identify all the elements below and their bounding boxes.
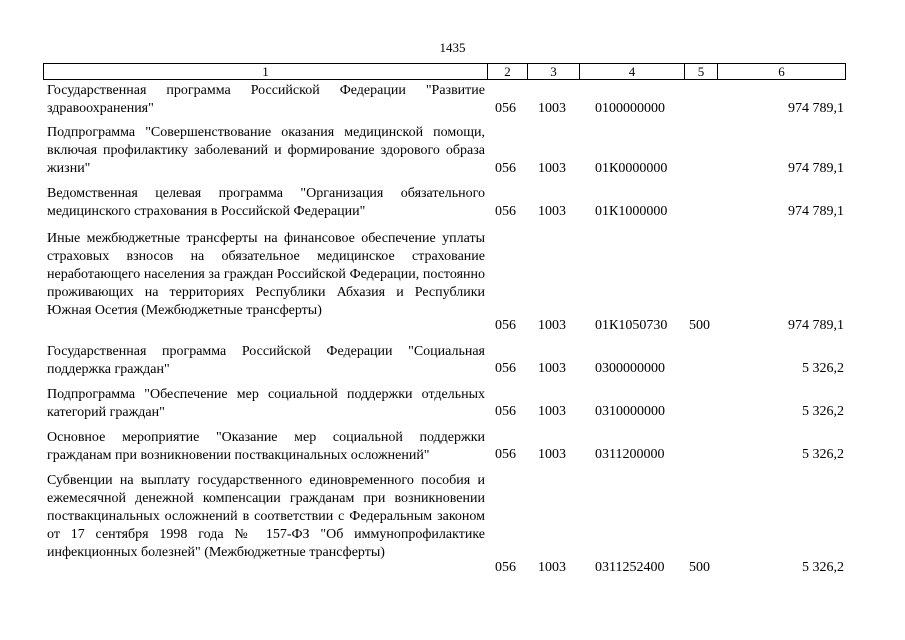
row-col-2: 056 bbox=[495, 101, 516, 116]
row-col-6: 5 326,2 bbox=[802, 361, 844, 376]
header-col-1: 1 bbox=[43, 63, 487, 80]
table-row bbox=[47, 472, 847, 577]
row-col-4: 01К1050730 bbox=[595, 318, 668, 333]
row-col-2: 056 bbox=[495, 361, 516, 376]
header-col-4: 4 bbox=[579, 63, 684, 80]
row-col-4: 0100000000 bbox=[595, 101, 665, 116]
header-col-5: 5 bbox=[684, 63, 717, 80]
row-col-6: 5 326,2 bbox=[802, 447, 844, 462]
row-col-3: 1003 bbox=[538, 447, 566, 462]
row-description: Субвенции на выплату государственного единовременного пособия и ежемесячной денежной компенсации гражданам при возникновении поствакцинальных осложнений в соответствии с Федеральным законом от 17 сентября 1998 года № 157-ФЗ "Об иммунопрофилактике инфекционных болезней" (Межбюджетные трансферты) bbox=[47, 473, 485, 560]
row-col-3: 1003 bbox=[538, 404, 566, 419]
row-col-3: 1003 bbox=[538, 161, 566, 176]
row-description: Основное мероприятие "Оказание мер социальной поддержки гражданам при возникновении поствакцинальных осложнений" bbox=[47, 430, 485, 463]
row-col-6: 974 789,1 bbox=[788, 204, 844, 219]
row-col-6: 974 789,1 bbox=[788, 318, 844, 333]
table-row bbox=[47, 429, 847, 464]
row-col-3: 1003 bbox=[538, 361, 566, 376]
row-description: Иные межбюджетные трансферты на финансовое обеспечение уплаты страховых взносов на обязательное медицинское страхование неработающего населения за граждан Российской Федерации, постоянно проживающих на территориях Республики Абхазия и Республики Южная Осетия (Межбюджетные трансферты) bbox=[47, 231, 485, 318]
row-col-6: 5 326,2 bbox=[802, 560, 844, 575]
table-row bbox=[47, 343, 847, 378]
row-col-5: 500 bbox=[689, 318, 710, 333]
row-col-4: 01К1000000 bbox=[595, 204, 668, 219]
row-col-4: 0311200000 bbox=[595, 447, 665, 462]
table-row bbox=[47, 82, 847, 118]
row-col-6: 5 326,2 bbox=[802, 404, 844, 419]
header-col-2: 2 bbox=[487, 63, 527, 80]
table-row bbox=[47, 185, 847, 221]
row-col-3: 1003 bbox=[538, 101, 566, 116]
row-col-6: 974 789,1 bbox=[788, 161, 844, 176]
row-col-3: 1003 bbox=[538, 318, 566, 333]
row-col-4: 0311252400 bbox=[595, 560, 665, 575]
row-col-4: 0300000000 bbox=[595, 361, 665, 376]
row-col-6: 974 789,1 bbox=[788, 101, 844, 116]
row-col-2: 056 bbox=[495, 447, 516, 462]
page-number: 1435 bbox=[439, 40, 466, 55]
row-col-4: 0310000000 bbox=[595, 404, 665, 419]
table-row bbox=[47, 124, 847, 178]
header-col-6: 6 bbox=[717, 63, 846, 80]
row-col-3: 1003 bbox=[538, 560, 566, 575]
header-col-3: 3 bbox=[527, 63, 579, 80]
row-col-2: 056 bbox=[495, 318, 516, 333]
row-col-2: 056 bbox=[495, 161, 516, 176]
row-description: Подпрограмма "Совершенствование оказания медицинской помощи, включая профилактику заболеваний и формирование здорового образа жизни" bbox=[47, 125, 485, 176]
row-description: Государственная программа Российской Федерации "Развитие здравоохранения" bbox=[47, 83, 485, 116]
row-col-2: 056 bbox=[495, 560, 516, 575]
row-col-3: 1003 bbox=[538, 204, 566, 219]
table-row bbox=[47, 386, 847, 421]
row-col-2: 056 bbox=[495, 404, 516, 419]
table-row bbox=[47, 230, 847, 335]
row-description: Государственная программа Российской Федерации "Социальная поддержка граждан" bbox=[47, 344, 485, 377]
row-col-5: 500 bbox=[689, 560, 710, 575]
row-col-2: 056 bbox=[495, 204, 516, 219]
row-description: Ведомственная целевая программа "Организация обязательного медицинского страхования в Российской Федерации" bbox=[47, 186, 485, 219]
row-description: Подпрограмма "Обеспечение мер социальной поддержки отдельных категорий граждан" bbox=[47, 387, 485, 420]
row-col-4: 01К0000000 bbox=[595, 161, 668, 176]
